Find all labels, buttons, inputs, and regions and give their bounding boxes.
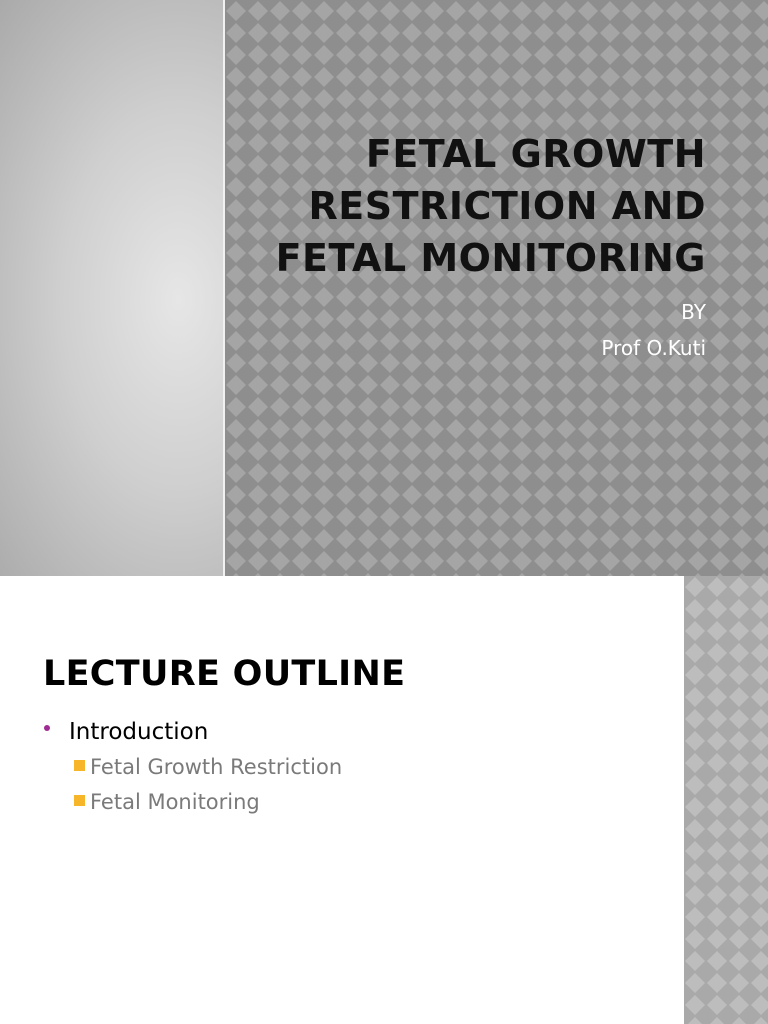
list-item bbox=[43, 750, 342, 785]
round-bullet-icon bbox=[44, 725, 50, 731]
slide-title-line-1: FETAL GROWTH bbox=[365, 132, 706, 176]
list-item-label: Fetal Growth Restriction bbox=[90, 755, 343, 779]
square-bullet-icon bbox=[74, 760, 85, 771]
outline-list bbox=[43, 716, 342, 820]
diamond-pattern-strip bbox=[684, 576, 768, 1024]
subtitle-by: BY bbox=[681, 300, 706, 324]
gradient-side-panel bbox=[0, 0, 223, 576]
square-bullet-icon bbox=[74, 795, 85, 806]
diamond-pattern-background bbox=[684, 576, 768, 1024]
outline-title: LECTURE OUTLINE bbox=[43, 654, 406, 694]
list-item bbox=[43, 716, 342, 750]
list-item bbox=[43, 785, 342, 820]
slide-title-line-2: RESTRICTION AND bbox=[308, 184, 706, 228]
outline-slide bbox=[0, 576, 768, 1024]
slide-title bbox=[236, 128, 706, 284]
slide-title-line-3: FETAL MONITORING bbox=[275, 236, 706, 280]
list-item-label: Fetal Monitoring bbox=[90, 790, 260, 814]
list-item-label: Introduction bbox=[69, 719, 209, 745]
diamond-pattern-background bbox=[225, 0, 768, 576]
subtitle-author: Prof O.Kuti bbox=[601, 336, 706, 360]
diamond-pattern-panel bbox=[225, 0, 768, 576]
